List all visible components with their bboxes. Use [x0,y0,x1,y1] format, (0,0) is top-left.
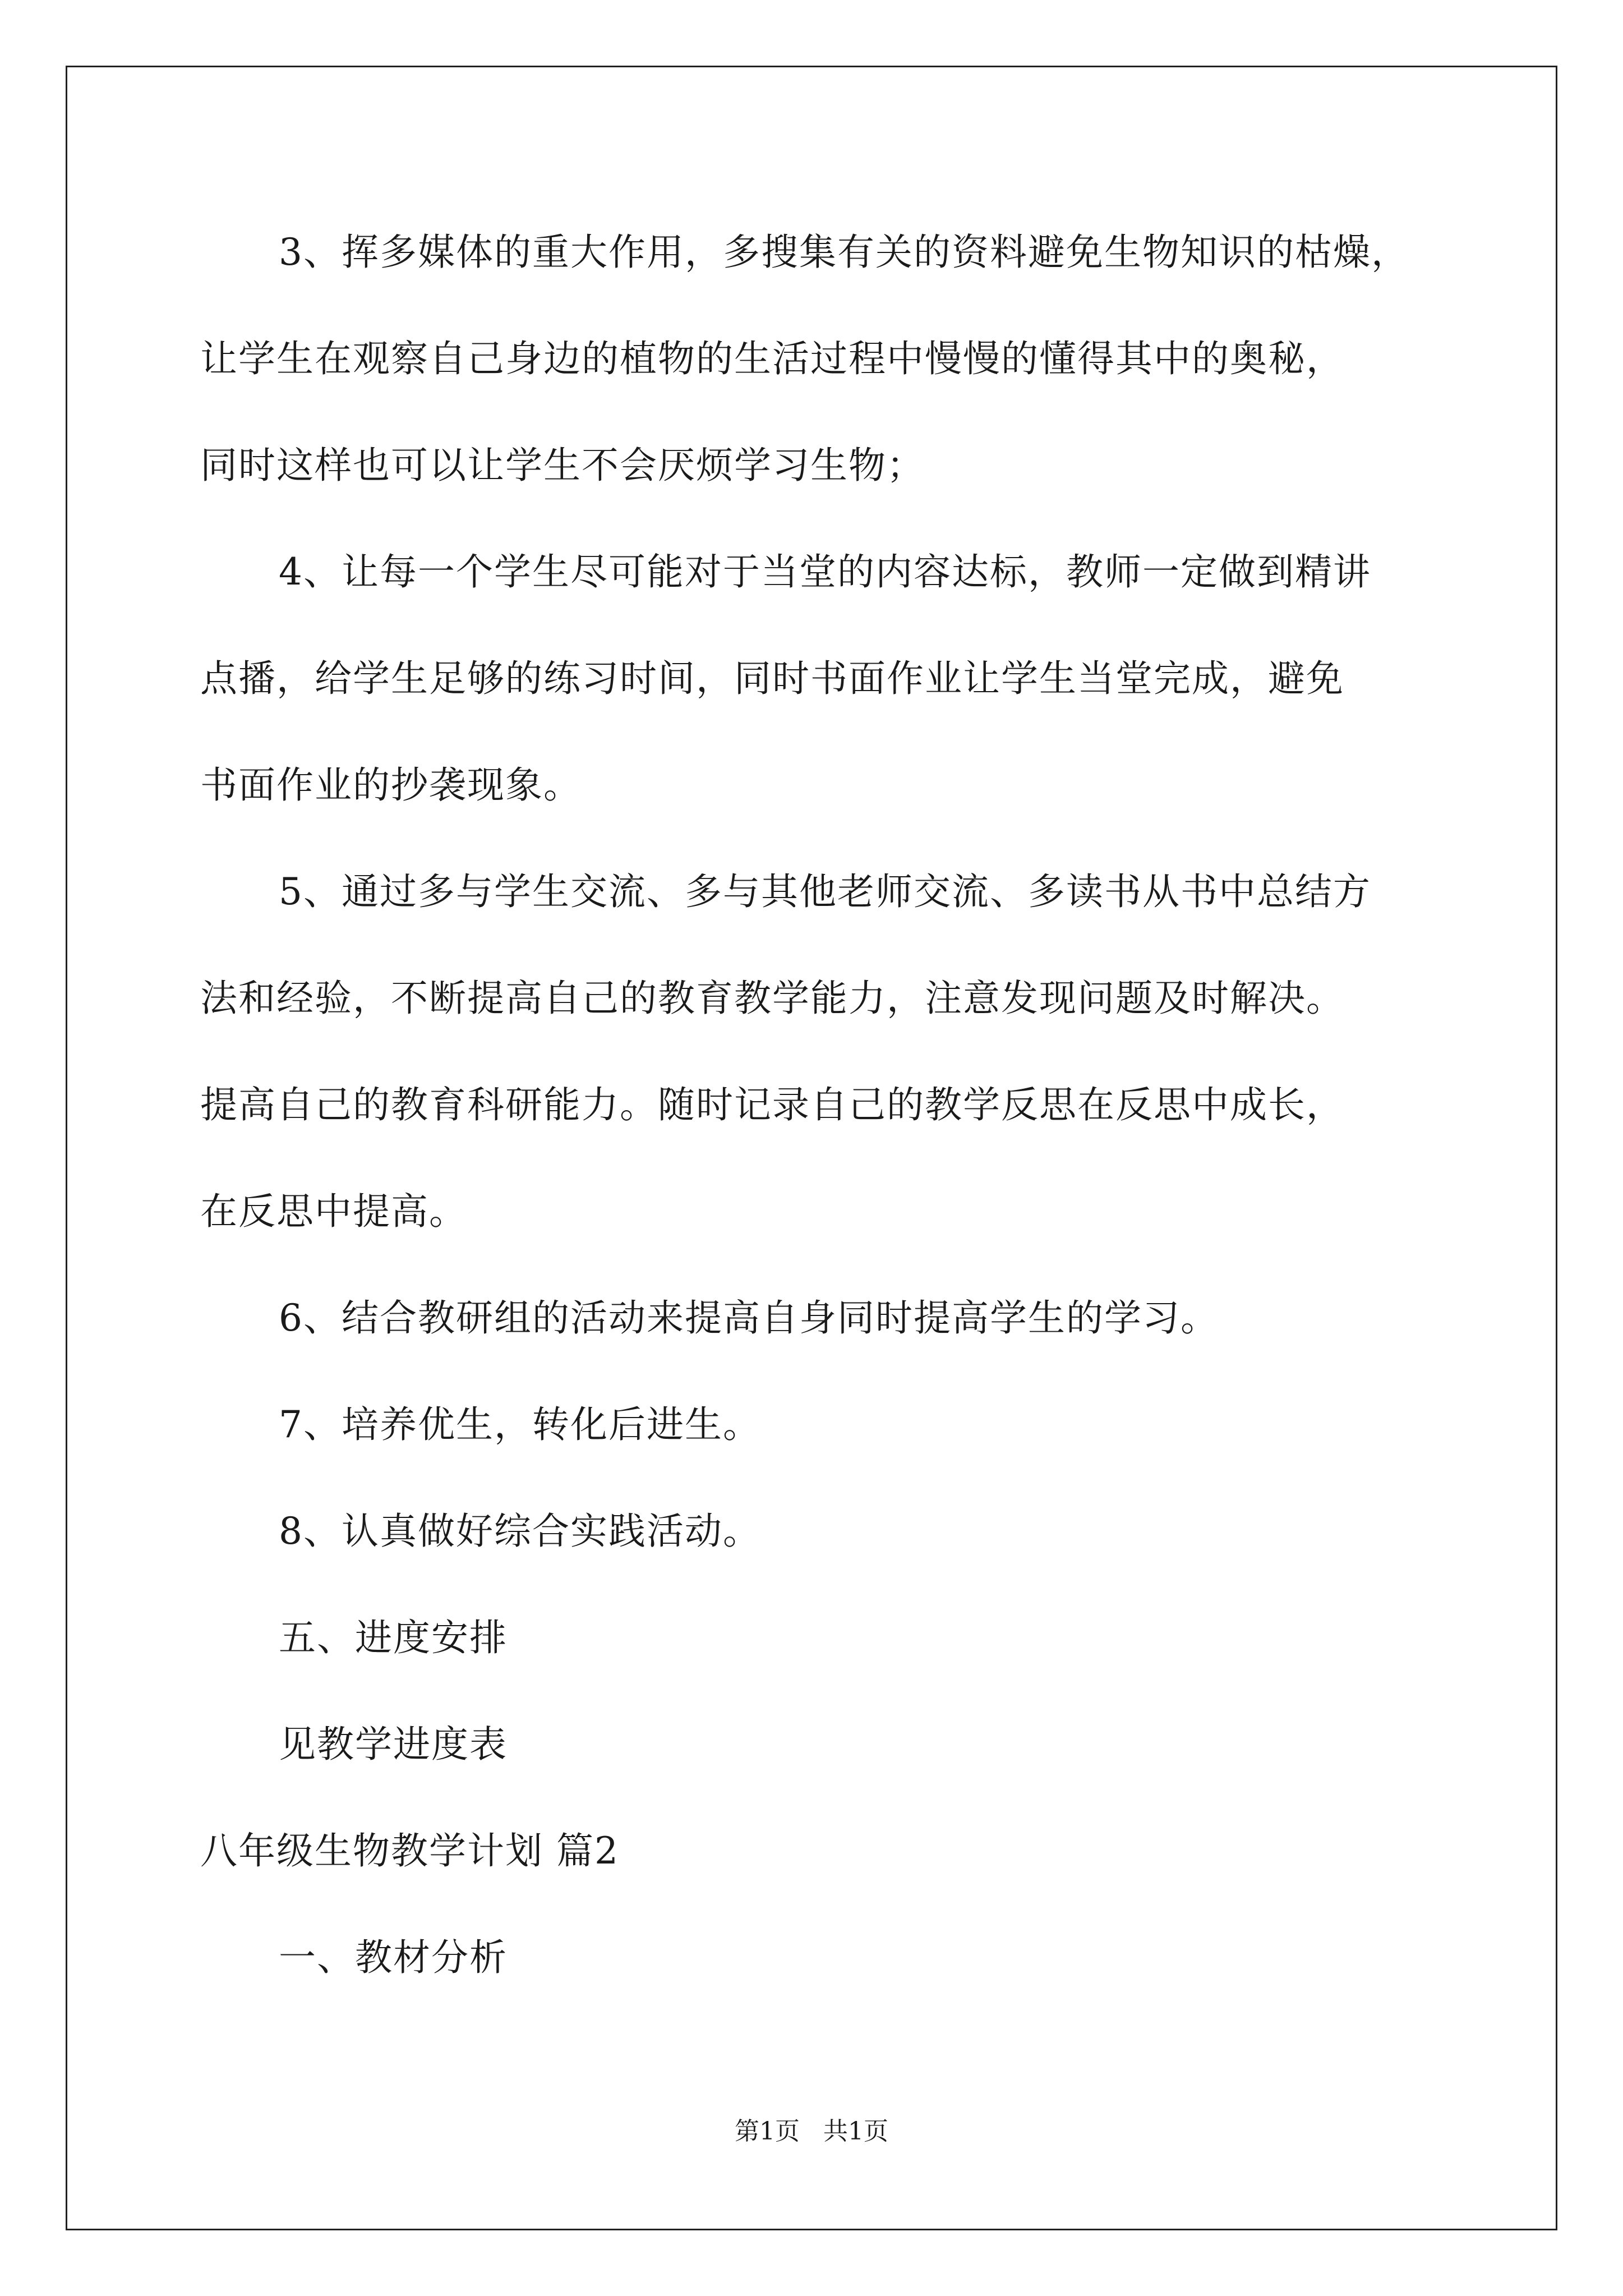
paragraph-6: 6、结合教研组的活动来提高自身同时提高学生的学习。 [279,1296,1219,1340]
plan-title: 八年级生物教学计划 篇2 [200,1829,619,1872]
paragraph-5-line-4: 在反思中提高。 [200,1190,467,1233]
paragraph-5-line-2: 法和经验，不断提高自己的教育教学能力，注意发现问题及时解决。 [200,977,1344,1020]
paragraph-5-line-1: 5、通过多与学生交流、多与其他老师交流、多读书从书中总结方 [279,870,1371,913]
paragraph-4-line-3: 书面作业的抄袭现象。 [200,763,582,807]
paragraph-3-line-2: 让学生在观察自己身边的植物的生活过程中慢慢的懂得其中的奥秘， [200,337,1344,380]
paragraph-5-line-3: 提高自己的教育科研能力。随时记录自己的教学反思在反思中成长， [200,1083,1344,1126]
paragraph-7: 7、培养优生，转化后进生。 [279,1403,761,1446]
paragraph-3-line-3: 同时这样也可以让学生不会厌烦学习生物； [200,444,925,487]
paragraph-4-line-1: 4、让每一个学生尽可能对于当堂的内容达标，教师一定做到精讲 [279,550,1371,593]
section-heading-textbook-analysis: 一、教材分析 [279,1936,508,1979]
page-footer: 第1页 共1页 [735,2117,888,2146]
schedule-note: 见教学进度表 [279,1723,508,1766]
page-border [66,66,1557,2230]
paragraph-4-line-2: 点播，给学生足够的练习时间，同时书面作业让学生当堂完成，避免 [200,657,1344,700]
paragraph-3-line-1: 3、挥多媒体的重大作用，多搜集有关的资料避免生物知识的枯燥， [279,231,1409,274]
paragraph-8: 8、认真做好综合实践活动。 [279,1510,761,1553]
section-heading-schedule: 五、进度安排 [279,1616,508,1659]
